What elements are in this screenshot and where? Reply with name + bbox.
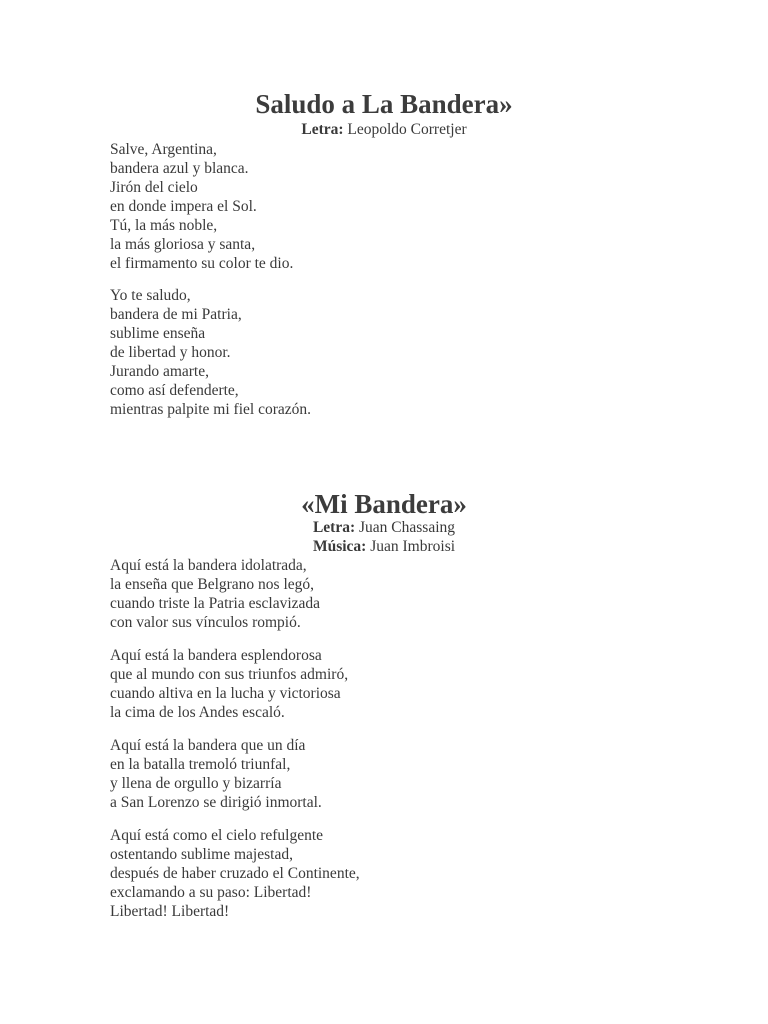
verse-line: mientras palpite mi fiel corazón. — [110, 401, 311, 418]
stanza — [110, 556, 728, 632]
verse-line: Jirón del cielo — [110, 179, 198, 196]
credit-name: Juan Imbroisi — [370, 538, 456, 555]
verse-line: Aquí está como el cielo refulgente — [110, 827, 324, 844]
verse-line: con valor sus vínculos rompió. — [110, 614, 301, 631]
verse-line: exclamando a su paso: Libertad! — [110, 884, 312, 901]
credit-label: Letra: — [312, 519, 356, 536]
credit-music — [0, 537, 768, 556]
credit-label: Letra: — [301, 121, 344, 138]
verse-line: después de haber cruzado el Continente, — [110, 865, 360, 882]
verse-line: Aquí está la bandera idolatrada, — [110, 557, 307, 574]
poem-credits — [0, 120, 768, 139]
stanza — [110, 646, 728, 722]
verse-line: Yo te saludo, — [110, 287, 191, 304]
poem-saludo-a-la-bandera — [0, 89, 768, 419]
verse-line: que al mundo con sus triunfos admiró, — [110, 666, 349, 683]
verse-line: la cima de los Andes escaló. — [110, 704, 285, 721]
verse-line: bandera de mi Patria, — [110, 306, 242, 323]
verse-line: como así defenderte, — [110, 382, 239, 399]
verse-line: Jurando amarte, — [110, 363, 209, 380]
credit-label: Música: — [312, 538, 367, 555]
verse-line: la enseña que Belgrano nos legó, — [110, 576, 315, 593]
verse-line: el firmamento su color te dio. — [110, 255, 294, 272]
verse-line: y llena de orgullo y bizarría — [110, 775, 282, 792]
stanza — [110, 286, 728, 419]
verse-line: Aquí está la bandera esplendorosa — [110, 647, 322, 664]
stanza — [110, 140, 728, 273]
credit-lyrics — [0, 120, 768, 139]
verse-line: Tú, la más noble, — [110, 217, 218, 234]
verse-line: bandera azul y blanca. — [110, 160, 249, 177]
poem-credits — [0, 518, 768, 556]
poem-title: «Mi Bandera» — [301, 489, 467, 519]
verse-line: en donde impera el Sol. — [110, 198, 257, 215]
poem-body — [110, 140, 728, 419]
verse-line: sublime enseña — [110, 325, 206, 342]
verse-line: la más gloriosa y santa, — [110, 236, 256, 253]
credit-name: Leopoldo Corretjer — [347, 121, 467, 138]
poem-title: Saludo a La Bandera» — [255, 89, 513, 119]
verse-line: en la batalla tremoló triunfal, — [110, 756, 291, 773]
verse-line: cuando triste la Patria esclavizada — [110, 595, 321, 612]
credit-name: Juan Chassaing — [359, 519, 456, 536]
verse-line: a San Lorenzo se dirigió inmortal. — [110, 794, 322, 811]
poem-mi-bandera — [0, 489, 768, 921]
verse-line: Aquí está la bandera que un día — [110, 737, 306, 754]
stanza — [110, 826, 728, 921]
verse-line: Libertad! Libertad! — [110, 903, 230, 920]
stanza — [110, 736, 728, 812]
poem-body — [110, 556, 728, 921]
verse-line: cuando altiva en la lucha y victoriosa — [110, 685, 341, 702]
credit-lyrics — [0, 518, 768, 537]
verse-line: Salve, Argentina, — [110, 141, 217, 158]
verse-line: ostentando sublime majestad, — [110, 846, 293, 863]
verse-line: de libertad y honor. — [110, 344, 231, 361]
